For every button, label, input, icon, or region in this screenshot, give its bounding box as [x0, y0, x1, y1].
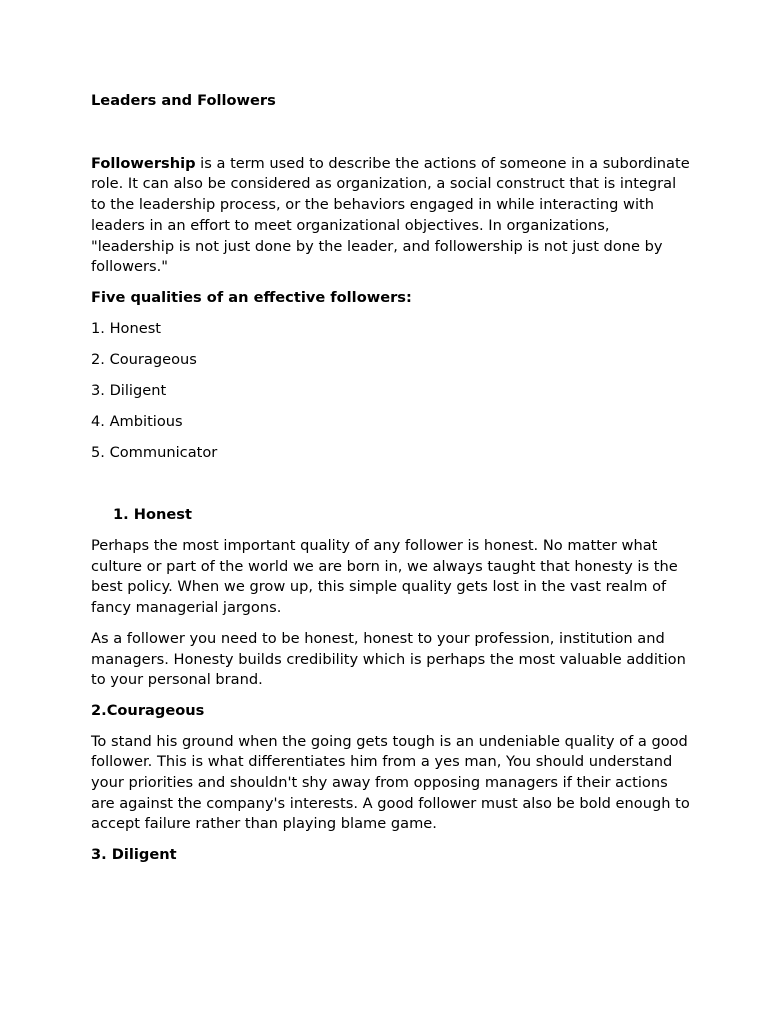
- section-heading-courageous: 2.Courageous: [91, 701, 205, 719]
- list-item: 2. Courageous: [91, 350, 197, 368]
- qualities-list: [91, 319, 691, 464]
- intro-term: Followership: [91, 154, 196, 172]
- section-heading-diligent: 3. Diligent: [91, 846, 177, 864]
- document-title: Leaders and Followers: [91, 92, 276, 109]
- honest-paragraph-1: Perhaps the most important quality of any follower is honest. No matter what culture or part of the world we are born in, we always taught that honesty is the best policy. When we grow up, this simple quality gets lost in the vast realm of fancy managerial jargons.: [91, 537, 678, 617]
- list-item: 4. Ambitious: [91, 412, 183, 430]
- list-item: 1. Honest: [91, 319, 162, 337]
- courageous-paragraph-1: To stand his ground when the going gets tough is an undeniable quality of a good follower. This is what differentiates him from a yes man, You should understand your priorities and shouldn't shy away from opposing managers if their actions are against the company's interests. A good follower must also be bold enough to accept failure rather than playing blame game.: [91, 732, 690, 833]
- qualities-heading: Five qualities of an effective followers:: [91, 288, 412, 306]
- section-heading-honest: 1. Honest: [113, 506, 192, 524]
- list-item: 5. Communicator: [91, 443, 218, 461]
- intro-paragraph: [91, 154, 691, 278]
- intro-text: is a term used to describe the actions of someone in a subordinate role. It can also be considered as organization, a social construct that is integral to the leadership process, or the behaviors engaged in while interacting with leaders in an effort to meet organizational objectives. In organizations, "leadership is not just done by the leader, and followership is not just done by followers.": [91, 154, 690, 276]
- honest-paragraph-2: As a follower you need to be honest, honest to your profession, institution and managers. Honesty builds credibility which is perhaps the most valuable addition to your personal brand.: [91, 629, 686, 689]
- document-page: [91, 91, 691, 866]
- list-item: 3. Diligent: [91, 381, 167, 399]
